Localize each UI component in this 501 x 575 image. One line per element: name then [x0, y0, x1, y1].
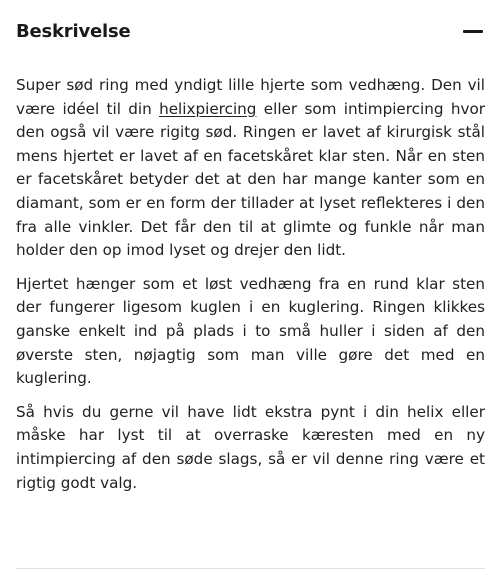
paragraph-1-text-before: Super sød ring med yndigt lille hjerte som vedhæng. Den vil være idéel til din: [16, 76, 485, 118]
description-paragraph-3: Så hvis du gerne vil have lidt ekstra pynt i din helix eller måske har lyst til at overraske kæresten med en ny intimpiercing af den søde slags, så er vil denne ring være et rigtig godt valg.: [16, 402, 485, 492]
description-paragraph-2: Hjertet hænger som et løst vedhæng fra en rund klar sten der fungerer ligesom kuglen i en kuglering. Ringen klikkes ganske enkelt ind på plads i to små huller i siden af den øverste sten, nøjagtig som man ville gøre det med en kuglering.: [16, 274, 485, 388]
description-paragraph-1: [16, 74, 485, 263]
helixpiercing-link[interactable]: helixpiercing: [159, 99, 257, 118]
minus-icon[interactable]: [463, 21, 483, 41]
paragraph-1-text-after: eller som intimpiercing hvor den også vil være rigitg sød. Ringen er lavet af kirurgisk stål mens hjertet er lavet af en facetskåret klar sten. Når en sten er facetskåret betyder det at den har mange kanter som en diamant, som er en form der tillader at lyset reflekteres i den fra alle vinkler. Det får den til at glimte og funkle når man holder den op imod lyset og drejer den lidt.: [16, 99, 485, 260]
accordion-divider: [16, 568, 485, 569]
accordion-content: [16, 74, 485, 505]
accordion-header[interactable]: [16, 14, 485, 48]
accordion-title: Beskrivelse: [16, 20, 131, 42]
